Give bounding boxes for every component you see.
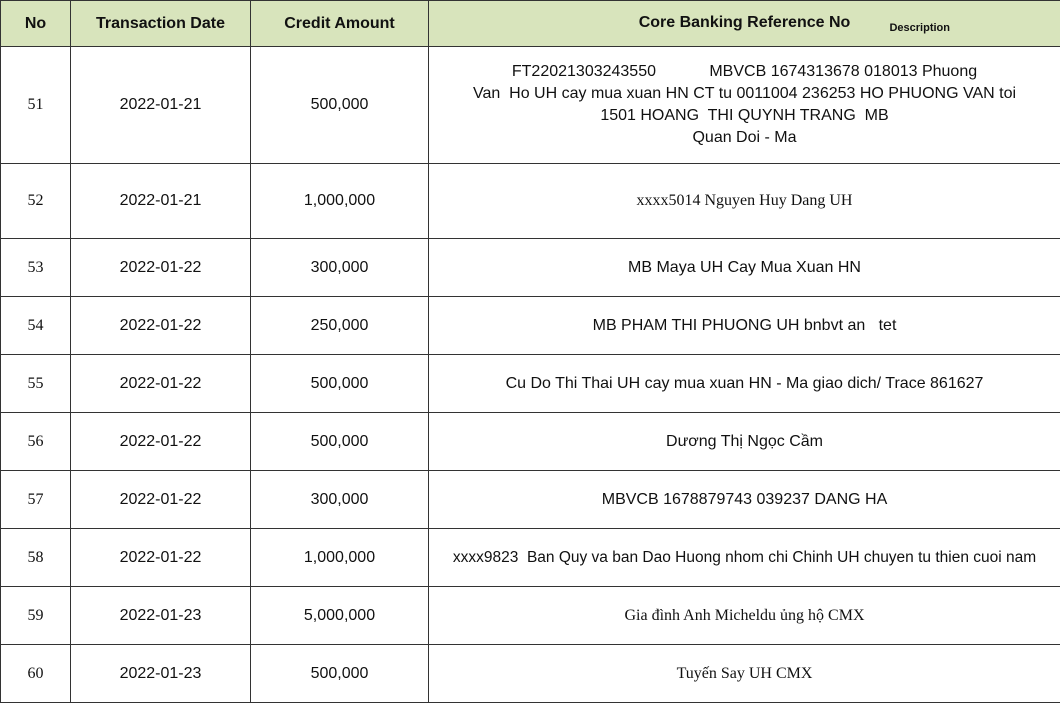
row-description: MBVCB 1678879743 039237 DANG HA — [429, 471, 1060, 529]
row-date: 2022-01-23 — [71, 645, 251, 703]
row-description: xxxx5014 Nguyen Huy Dang UH — [429, 164, 1060, 239]
row-amount: 500,000 — [251, 355, 429, 413]
row-date: 2022-01-22 — [71, 471, 251, 529]
row-description — [429, 47, 1060, 164]
row-no: 54 — [1, 297, 71, 355]
row-description: xxxx9823 Ban Quy va ban Dao Huong nhom chi Chinh UH chuyen tu thien cuoi nam — [429, 529, 1060, 587]
row-no: 52 — [1, 164, 71, 239]
row-no: 53 — [1, 239, 71, 297]
row-description: MB Maya UH Cay Mua Xuan HN — [429, 239, 1060, 297]
row-no: 58 — [1, 529, 71, 587]
row-amount: 250,000 — [251, 297, 429, 355]
header-reference — [429, 1, 1060, 47]
row-no: 57 — [1, 471, 71, 529]
header-description-label: Description — [889, 22, 950, 34]
row-description: MB PHAM THI PHUONG UH bnbvt an tet — [429, 297, 1060, 355]
header-transaction-date: Transaction Date — [71, 1, 251, 47]
description-line: FT22021303243550 MBVCB 1674313678 018013 Phuong — [511, 63, 978, 80]
header-row — [1, 1, 1060, 47]
table-row — [1, 164, 1060, 239]
row-description: Cu Do Thi Thai UH cay mua xuan HN - Ma giao dich/ Trace 861627 — [429, 355, 1060, 413]
row-no: 59 — [1, 587, 71, 645]
row-date: 2022-01-21 — [71, 47, 251, 164]
header-reference-label: Core Banking Reference No — [638, 13, 851, 31]
row-amount: 1,000,000 — [251, 164, 429, 239]
table-row — [1, 471, 1060, 529]
row-amount: 5,000,000 — [251, 587, 429, 645]
table-row — [1, 239, 1060, 297]
row-date: 2022-01-22 — [71, 529, 251, 587]
description-line: 1501 HOANG THI QUYNH TRANG MB — [600, 107, 889, 124]
row-amount: 300,000 — [251, 239, 429, 297]
row-date: 2022-01-22 — [71, 239, 251, 297]
table-row — [1, 413, 1060, 471]
row-amount: 1,000,000 — [251, 529, 429, 587]
row-date: 2022-01-21 — [71, 164, 251, 239]
table-row — [1, 645, 1060, 703]
row-amount: 500,000 — [251, 645, 429, 703]
row-description: Tuyến Say UH CMX — [429, 645, 1060, 703]
description-line: Van Ho UH cay mua xuan HN CT tu 0011004 236253 HO PHUONG VAN toi — [472, 85, 1017, 102]
row-amount: 500,000 — [251, 47, 429, 164]
table-row — [1, 587, 1060, 645]
description-line: Quan Doi - Ma — [692, 129, 797, 146]
row-amount: 500,000 — [251, 413, 429, 471]
row-no: 56 — [1, 413, 71, 471]
table-row — [1, 47, 1060, 164]
table-row — [1, 297, 1060, 355]
header-no: No — [1, 1, 71, 47]
table-row — [1, 355, 1060, 413]
row-date: 2022-01-23 — [71, 587, 251, 645]
row-description: Dương Thị Ngọc Cầm — [429, 413, 1060, 471]
table-row — [1, 529, 1060, 587]
row-date: 2022-01-22 — [71, 355, 251, 413]
row-date: 2022-01-22 — [71, 413, 251, 471]
row-description: Gia đình Anh Micheldu ủng hộ CMX — [429, 587, 1060, 645]
row-amount: 300,000 — [251, 471, 429, 529]
row-date: 2022-01-22 — [71, 297, 251, 355]
row-no: 51 — [1, 47, 71, 164]
row-no: 60 — [1, 645, 71, 703]
header-credit-amount: Credit Amount — [251, 1, 429, 47]
row-no: 55 — [1, 355, 71, 413]
